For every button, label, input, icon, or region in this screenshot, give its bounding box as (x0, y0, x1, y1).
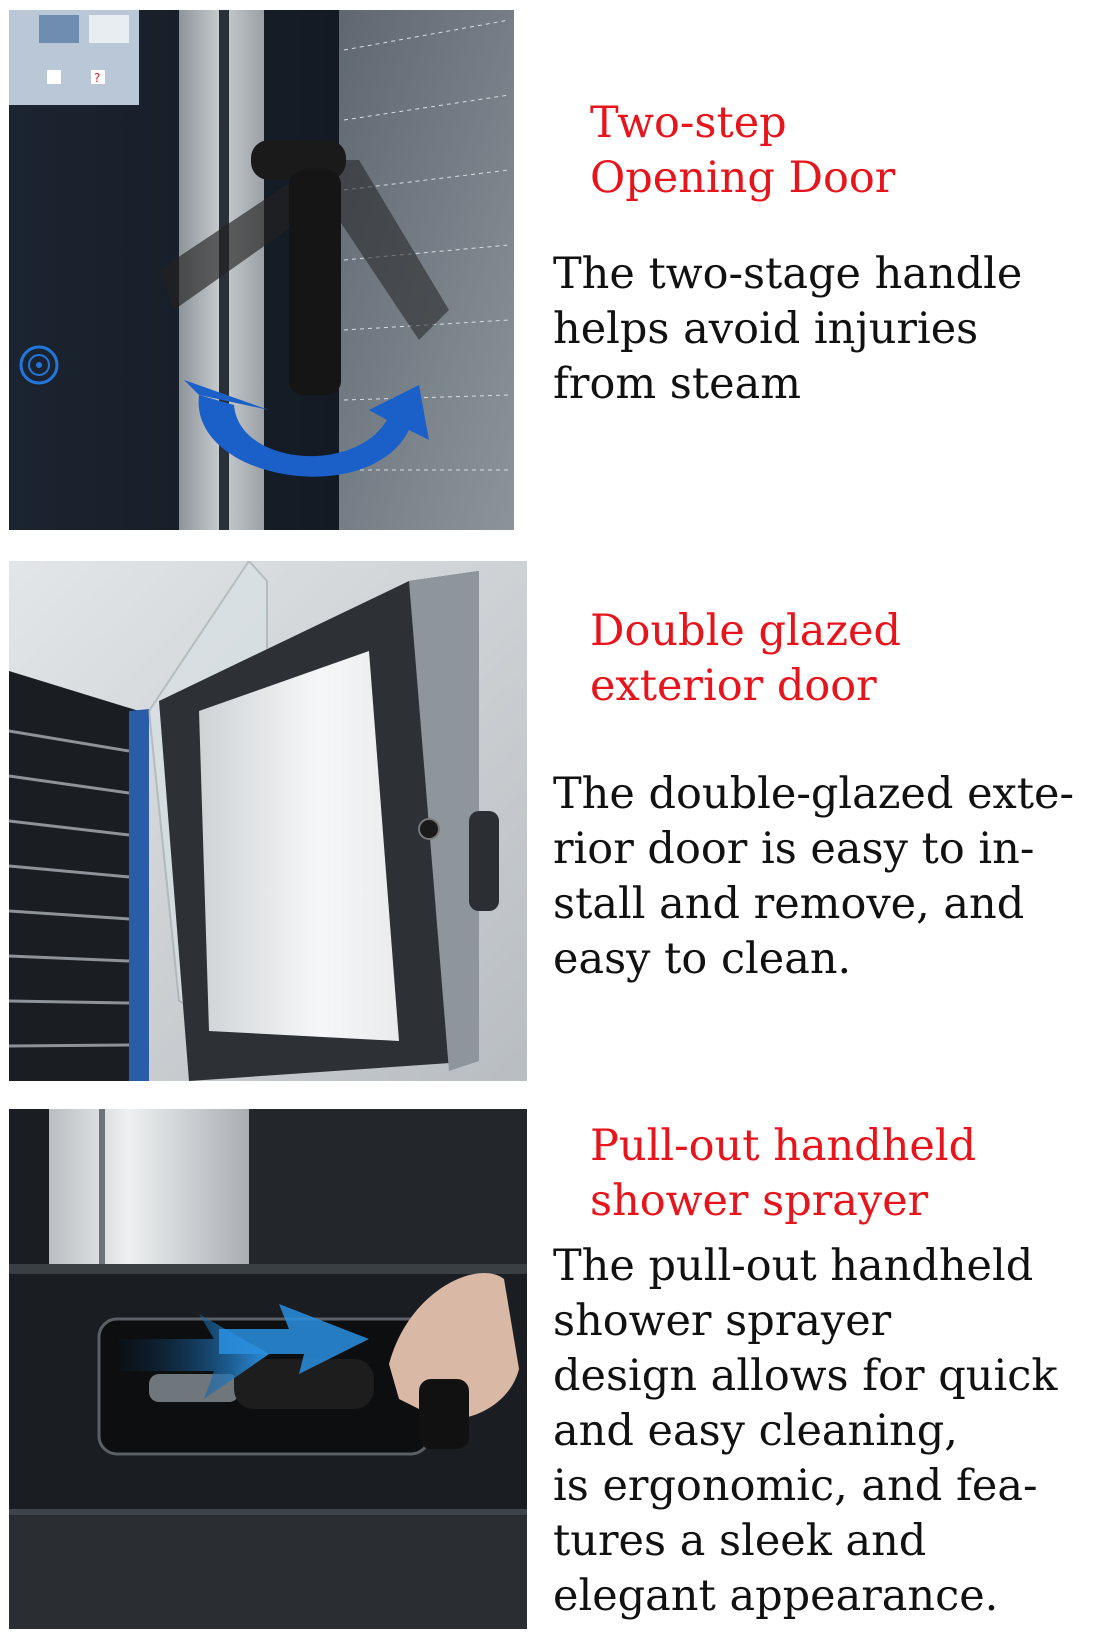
section-3-description: The pull-out handheld shower sprayer design allows for quick and easy cleaning, is ergonomic, and fea- tures a sleek and elegant appearance. (553, 1241, 1058, 1621)
handle-photo (9, 10, 514, 530)
section-1-description: The two-stage handle helps avoid injuries from steam (553, 249, 1023, 409)
section-3-title: Pull-out handheld shower sprayer (590, 1121, 977, 1226)
section-1-title: Two-step Opening Door (590, 98, 896, 203)
section-2-title: Double glazed exterior door (590, 606, 901, 711)
help-icon (91, 70, 105, 85)
sprayer-photo (9, 1109, 527, 1629)
glazed-door-photo (9, 561, 527, 1081)
section-2-description: The double-glazed exte- rior door is easy to in- stall and remove, and easy to clean. (553, 769, 1075, 984)
svg-text:?: ? (94, 71, 101, 85)
